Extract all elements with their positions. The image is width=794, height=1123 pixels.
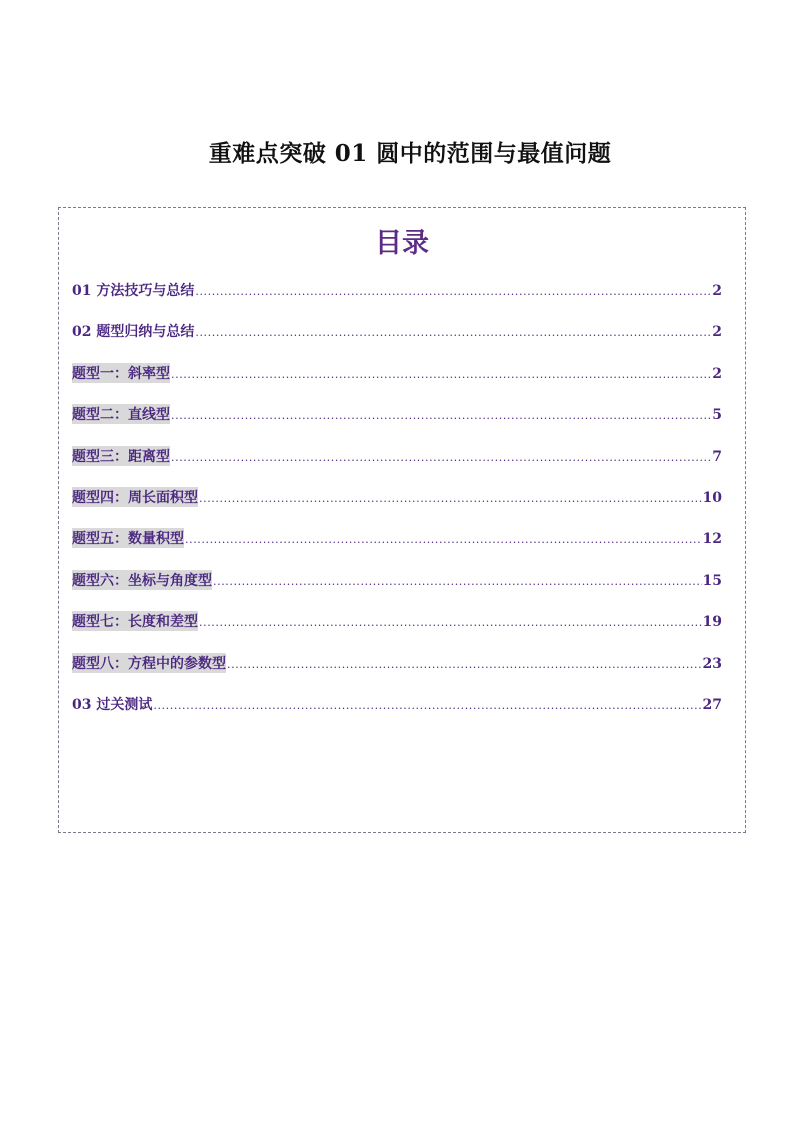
toc-entry[interactable] (72, 363, 722, 404)
toc-dot-leader (171, 368, 711, 381)
toc-entry-page: 12 (702, 531, 722, 548)
toc-entry-label: 题型八：方程中的参数型 (72, 653, 226, 673)
toc-entry[interactable] (72, 446, 722, 487)
toc-dot-leader (153, 699, 701, 712)
toc-entry-label: 题型五：数量积型 (72, 528, 184, 548)
toc-entry-label: 题型六：坐标与角度型 (72, 570, 212, 590)
toc-entry-label: 02 题型归纳与总结 (72, 324, 195, 341)
toc-dot-leader (199, 492, 702, 505)
toc-entry-page: 2 (712, 324, 722, 341)
toc-entry-page: 23 (702, 655, 722, 672)
toc-entry-label: 03 过关测试 (72, 696, 153, 713)
toc-dot-leader (213, 575, 702, 588)
toc-entry-page: 15 (702, 572, 722, 589)
toc-entry[interactable] (72, 528, 722, 569)
toc-entry[interactable] (72, 404, 722, 445)
toc-entry-page: 7 (712, 448, 722, 465)
toc-dot-leader (195, 326, 711, 339)
toc-entry-label: 01 方法技巧与总结 (72, 283, 195, 299)
toc-entry-page: 2 (712, 283, 722, 299)
table-of-contents (58, 207, 746, 833)
toc-entry-label: 题型七：长度和差型 (72, 611, 198, 631)
toc-entry-label: 题型四：周长面积型 (72, 487, 198, 507)
toc-dot-leader (195, 285, 711, 298)
toc-entry[interactable] (72, 570, 722, 611)
toc-heading: 目录 (375, 228, 429, 259)
toc-entry-page: 2 (712, 365, 722, 382)
page-title: 重难点突破 01 圆中的范围与最值问题 (208, 140, 612, 167)
toc-entry-page: 5 (712, 407, 722, 424)
toc-entry-page: 19 (702, 614, 722, 631)
toc-entry[interactable] (72, 611, 722, 652)
toc-dot-leader (171, 451, 711, 464)
toc-entry[interactable] (72, 487, 722, 528)
toc-entry[interactable] (72, 694, 722, 735)
toc-entry[interactable] (72, 653, 722, 694)
toc-dot-leader (171, 409, 711, 422)
toc-entry-label: 题型一：斜率型 (72, 363, 170, 383)
toc-entry[interactable] (72, 280, 722, 321)
toc-list (72, 280, 722, 735)
toc-dot-leader (185, 533, 702, 546)
toc-dot-leader (227, 658, 702, 671)
toc-entry[interactable] (72, 321, 722, 362)
toc-entry-label: 题型三：距离型 (72, 446, 170, 466)
toc-dot-leader (199, 616, 702, 629)
toc-entry-page: 27 (702, 696, 722, 713)
toc-entry-label: 题型二：直线型 (72, 404, 170, 424)
toc-entry-page: 10 (702, 489, 722, 506)
